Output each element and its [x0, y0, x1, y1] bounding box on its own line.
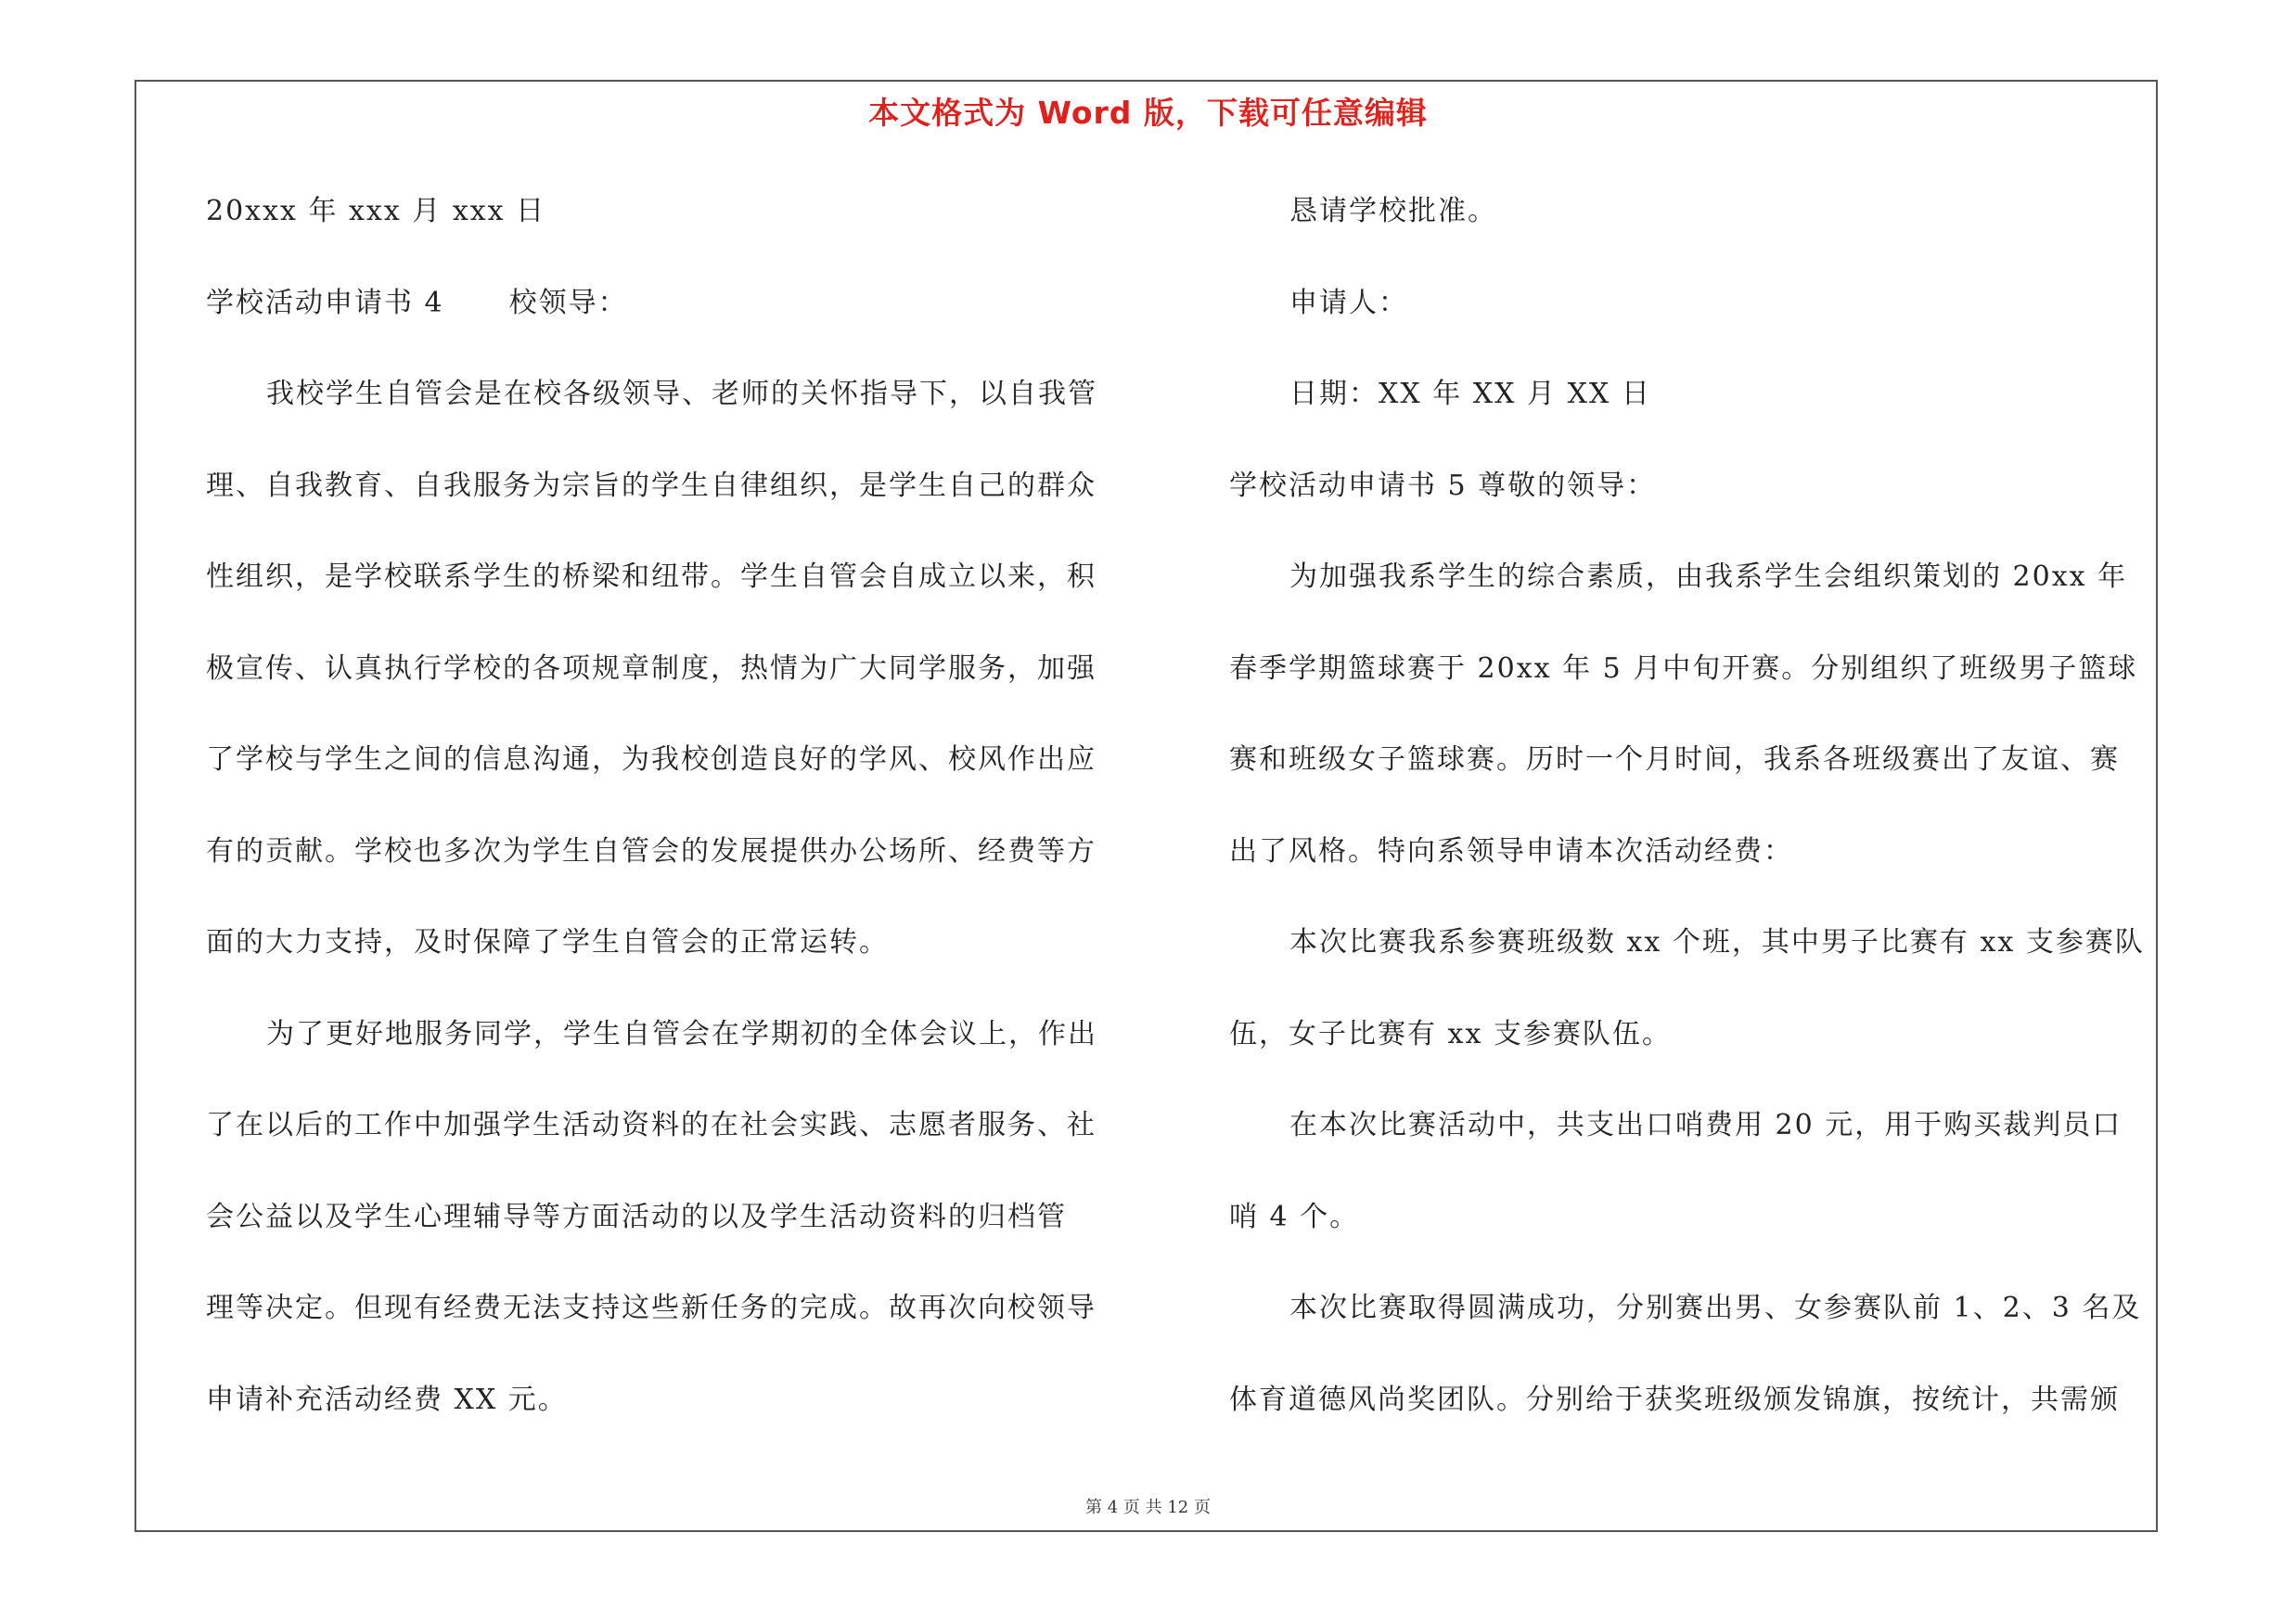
date-line: 20xxx 年 xxx 月 xxx 日	[206, 195, 546, 227]
paragraph-line: 有的贡献。学校也多次为学生自管会的发展提供办公场所、经费等方	[206, 834, 1097, 868]
paragraph-line: 面的大力支持，及时保障了学生自管会的正常运转。	[206, 926, 889, 959]
paragraph-line: 赛和班级女子篮球赛。历时一个月时间，我系各班级赛出了友谊、赛	[1229, 743, 2120, 776]
paragraph-line: 伍，女子比赛有 xx 支参赛队伍。	[1229, 1017, 1672, 1050]
paragraph-line: 为加强我系学生的综合素质，由我系学生会组织策划的 20xx 年	[1289, 560, 2128, 593]
application-4-salutation: 校领导：	[508, 286, 628, 319]
paragraph-line: 哨 4 个。	[1229, 1200, 1360, 1233]
paragraph-line: 我校学生自管会是在校各级领导、老师的关怀指导下，以自我管	[266, 378, 1097, 410]
request-approval-line: 恳请学校批准。	[1289, 195, 1497, 227]
paragraph-line: 春季学期篮球赛于 20xx 年 5 月中旬开赛。分别组织了班级男子篮球	[1229, 651, 2138, 685]
paragraph-line: 极宣传、认真执行学校的各项规章制度，热情为广大同学服务，加强	[206, 651, 1097, 685]
left-column	[206, 186, 1124, 1465]
paragraph-line: 会公益以及学生心理辅导等方面活动的以及学生活动资料的归档管	[206, 1200, 1067, 1233]
paragraph-line: 了在以后的工作中加强学生活动资料的在社会实践、志愿者服务、社	[206, 1109, 1097, 1141]
paragraph-line: 理等决定。但现有经费无法支持这些新任务的完成。故再次向校领导	[206, 1292, 1097, 1324]
application-4-heading	[206, 277, 1124, 369]
paragraph-line: 性组织，是学校联系学生的桥梁和纽带。学生自管会自成立以来，积	[206, 560, 1097, 593]
paragraph-line: 理、自我教育、自我服务为宗旨的学生自律组织，是学生自己的群众	[206, 469, 1097, 502]
paragraph-line: 了学校与学生之间的信息沟通，为我校创造良好的学风、校风作出应	[206, 743, 1097, 776]
applicant-line: 申请人：	[1289, 286, 1408, 319]
right-column	[1229, 186, 2148, 1465]
paragraph-line: 为了更好地服务同学，学生自管会在学期初的全体会议上，作出	[266, 1017, 1097, 1050]
application-5-heading: 学校活动申请书 5 尊敬的领导：	[1229, 469, 1657, 502]
date-line: 日期：XX 年 XX 月 XX 日	[1289, 378, 1651, 410]
word-format-banner: 本文格式为 Word 版，下载可任意编辑	[868, 95, 1428, 131]
page-number: 第 4 页 共 12 页	[1085, 1498, 1211, 1517]
paragraph-line: 本次比赛我系参赛班级数 xx 个班，其中男子比赛有 xx 支参赛队	[1289, 926, 2145, 959]
paragraph-line: 本次比赛取得圆满成功，分别赛出男、女参赛队前 1、2、3 名及	[1289, 1292, 2142, 1324]
application-4-title: 学校活动申请书 4	[206, 286, 444, 319]
paragraph-line: 出了风格。特向系领导申请本次活动经费：	[1229, 834, 1793, 868]
paragraph-line: 体育道德风尚奖团队。分别给于获奖班级颁发锦旗，按统计，共需颁	[1229, 1383, 2120, 1416]
paragraph-line: 申请补充活动经费 XX 元。	[206, 1383, 568, 1416]
paragraph-line: 在本次比赛活动中，共支出口哨费用 20 元，用于购买裁判员口	[1289, 1109, 2123, 1141]
